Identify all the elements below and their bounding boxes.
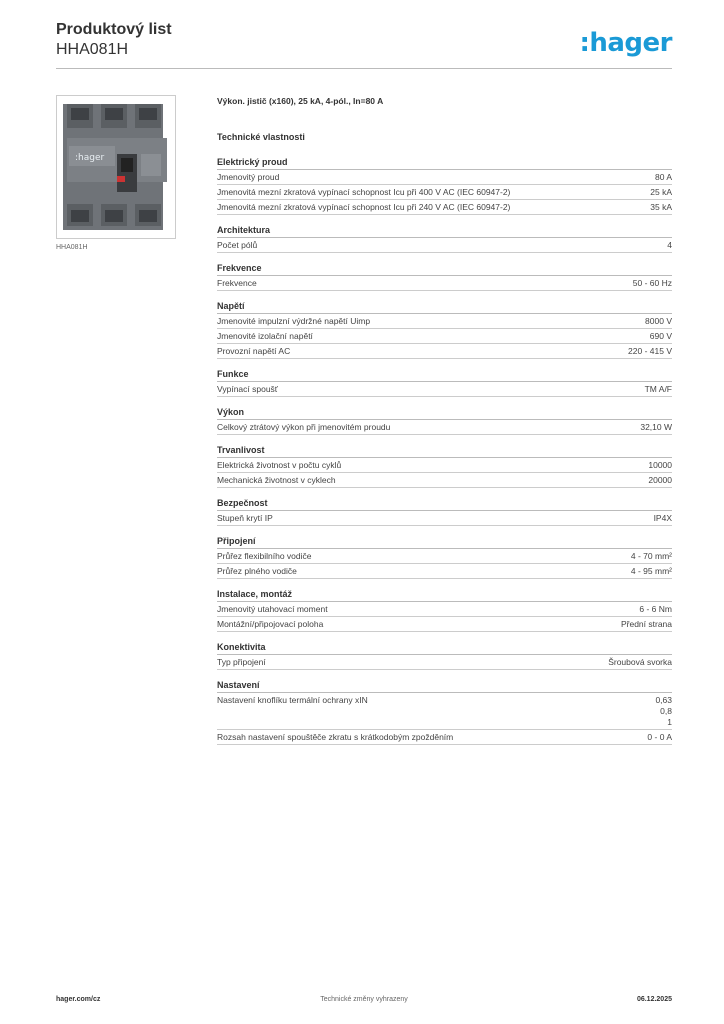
spec-row bbox=[217, 170, 672, 185]
spec-row bbox=[217, 693, 672, 730]
image-caption: HHA081H bbox=[56, 244, 88, 251]
spec-label: Mechanická životnost v cyklech bbox=[217, 474, 336, 485]
section-heading: Konektivita bbox=[217, 642, 672, 655]
spec-row bbox=[217, 458, 672, 473]
spec-value: 50 - 60 Hz bbox=[632, 277, 672, 288]
spec-row bbox=[217, 564, 672, 579]
spec-value: TM A/F bbox=[644, 383, 672, 394]
svg-text::hager: :hager bbox=[75, 153, 105, 163]
product-image bbox=[56, 95, 176, 239]
spec-label: Stupeň krytí IP bbox=[217, 512, 273, 523]
product-code: HHA081H bbox=[56, 41, 129, 58]
section-heading: Napětí bbox=[217, 301, 672, 314]
spec-value: 0 - 0 A bbox=[647, 731, 672, 742]
spec-label: Elektrická životnost v počtu cyklů bbox=[217, 459, 342, 470]
spec-value: IP4X bbox=[653, 512, 672, 523]
section-heading: Funkce bbox=[217, 369, 672, 382]
spec-label: Jmenovitá mezní zkratová vypínací schopnost Icu při 400 V AC (IEC 60947-2) bbox=[217, 186, 511, 197]
spec-value bbox=[655, 695, 672, 728]
spec-label: Vypínací spoušť bbox=[217, 383, 278, 394]
spec-row bbox=[217, 314, 672, 329]
spec-label: Průřez plného vodiče bbox=[217, 565, 297, 576]
footer-date: 06.12.2025 bbox=[636, 996, 672, 1003]
hager-logo: :hager bbox=[579, 28, 672, 58]
footer-website: hager.com/cz bbox=[56, 996, 101, 1003]
section-heading: Elektrický proud bbox=[217, 157, 672, 170]
spec-row bbox=[217, 329, 672, 344]
spec-value-item: 1 bbox=[667, 716, 672, 727]
spec-label: Provozní napětí AC bbox=[217, 345, 291, 356]
spec-row bbox=[217, 344, 672, 359]
spec-value: 6 - 6 Nm bbox=[639, 603, 672, 614]
spec-value: 690 V bbox=[649, 330, 672, 341]
spec-row bbox=[217, 200, 672, 215]
header-divider bbox=[56, 68, 672, 69]
spec-row bbox=[217, 420, 672, 435]
product-content bbox=[217, 96, 672, 745]
spec-label: Montážní/připojovací poloha bbox=[217, 618, 324, 629]
spec-value: 4 - 70 mm² bbox=[630, 550, 672, 561]
spec-value: 80 A bbox=[654, 171, 672, 182]
spec-row bbox=[217, 238, 672, 253]
spec-label: Počet pólů bbox=[217, 239, 258, 250]
spec-value: 8000 V bbox=[645, 315, 672, 326]
section-heading: Instalace, montáž bbox=[217, 589, 672, 602]
spec-value: 32,10 W bbox=[640, 421, 672, 432]
spec-value: 220 - 415 V bbox=[628, 345, 672, 356]
spec-row bbox=[217, 473, 672, 488]
spec-value: Přední strana bbox=[620, 618, 672, 629]
tech-heading: Technické vlastnosti bbox=[217, 132, 305, 142]
page-header bbox=[56, 20, 672, 70]
section-heading: Bezpečnost bbox=[217, 498, 672, 511]
spec-label: Nastavení knoflíku termální ochrany xIN bbox=[217, 694, 368, 705]
spec-value: 25 kA bbox=[650, 186, 672, 197]
spec-value: 4 - 95 mm² bbox=[630, 565, 672, 576]
circuit-breaker-illustration bbox=[57, 96, 175, 238]
page-title: Produktový list bbox=[56, 21, 172, 38]
spec-value: 10000 bbox=[648, 459, 672, 470]
spec-value-item: 0,8 bbox=[660, 705, 672, 716]
footer-note: Technické změny vyhrazeny bbox=[320, 996, 408, 1003]
spec-row bbox=[217, 617, 672, 632]
spec-row bbox=[217, 185, 672, 200]
spec-value: Šroubová svorka bbox=[608, 656, 672, 667]
section-heading: Frekvence bbox=[217, 263, 672, 276]
spec-row bbox=[217, 549, 672, 564]
spec-label: Frekvence bbox=[217, 277, 257, 288]
spec-label: Typ připojení bbox=[217, 656, 266, 667]
spec-sections bbox=[217, 157, 672, 745]
spec-label: Celkový ztrátový výkon při jmenovitém proudu bbox=[217, 421, 391, 432]
spec-value: 4 bbox=[667, 239, 672, 250]
spec-label: Jmenovité impulzní výdržné napětí Uimp bbox=[217, 315, 371, 326]
spec-row bbox=[217, 276, 672, 291]
spec-label: Jmenovitý proud bbox=[217, 171, 280, 182]
section-heading: Trvanlivost bbox=[217, 445, 672, 458]
spec-row bbox=[217, 382, 672, 397]
section-heading: Nastavení bbox=[217, 680, 672, 693]
spec-label: Průřez flexibilního vodiče bbox=[217, 550, 312, 561]
section-heading: Připojení bbox=[217, 536, 672, 549]
spec-value-item: 0,63 bbox=[655, 694, 672, 705]
spec-row bbox=[217, 602, 672, 617]
spec-label: Jmenovitý utahovací moment bbox=[217, 603, 328, 614]
product-description: Výkon. jistič (x160), 25 kA, 4-pól., In=80 A bbox=[217, 96, 384, 106]
section-heading: Architektura bbox=[217, 225, 672, 238]
spec-row bbox=[217, 511, 672, 526]
spec-row bbox=[217, 730, 672, 745]
spec-label: Rozsah nastavení spouštěče zkratu s krátkodobým zpožděním bbox=[217, 731, 454, 742]
section-heading: Výkon bbox=[217, 407, 672, 420]
spec-label: Jmenovité izolační napětí bbox=[217, 330, 313, 341]
spec-value: 35 kA bbox=[650, 201, 672, 212]
spec-row bbox=[217, 655, 672, 670]
spec-label: Jmenovitá mezní zkratová vypínací schopnost Icu při 240 V AC (IEC 60947-2) bbox=[217, 201, 511, 212]
spec-value: 20000 bbox=[648, 474, 672, 485]
